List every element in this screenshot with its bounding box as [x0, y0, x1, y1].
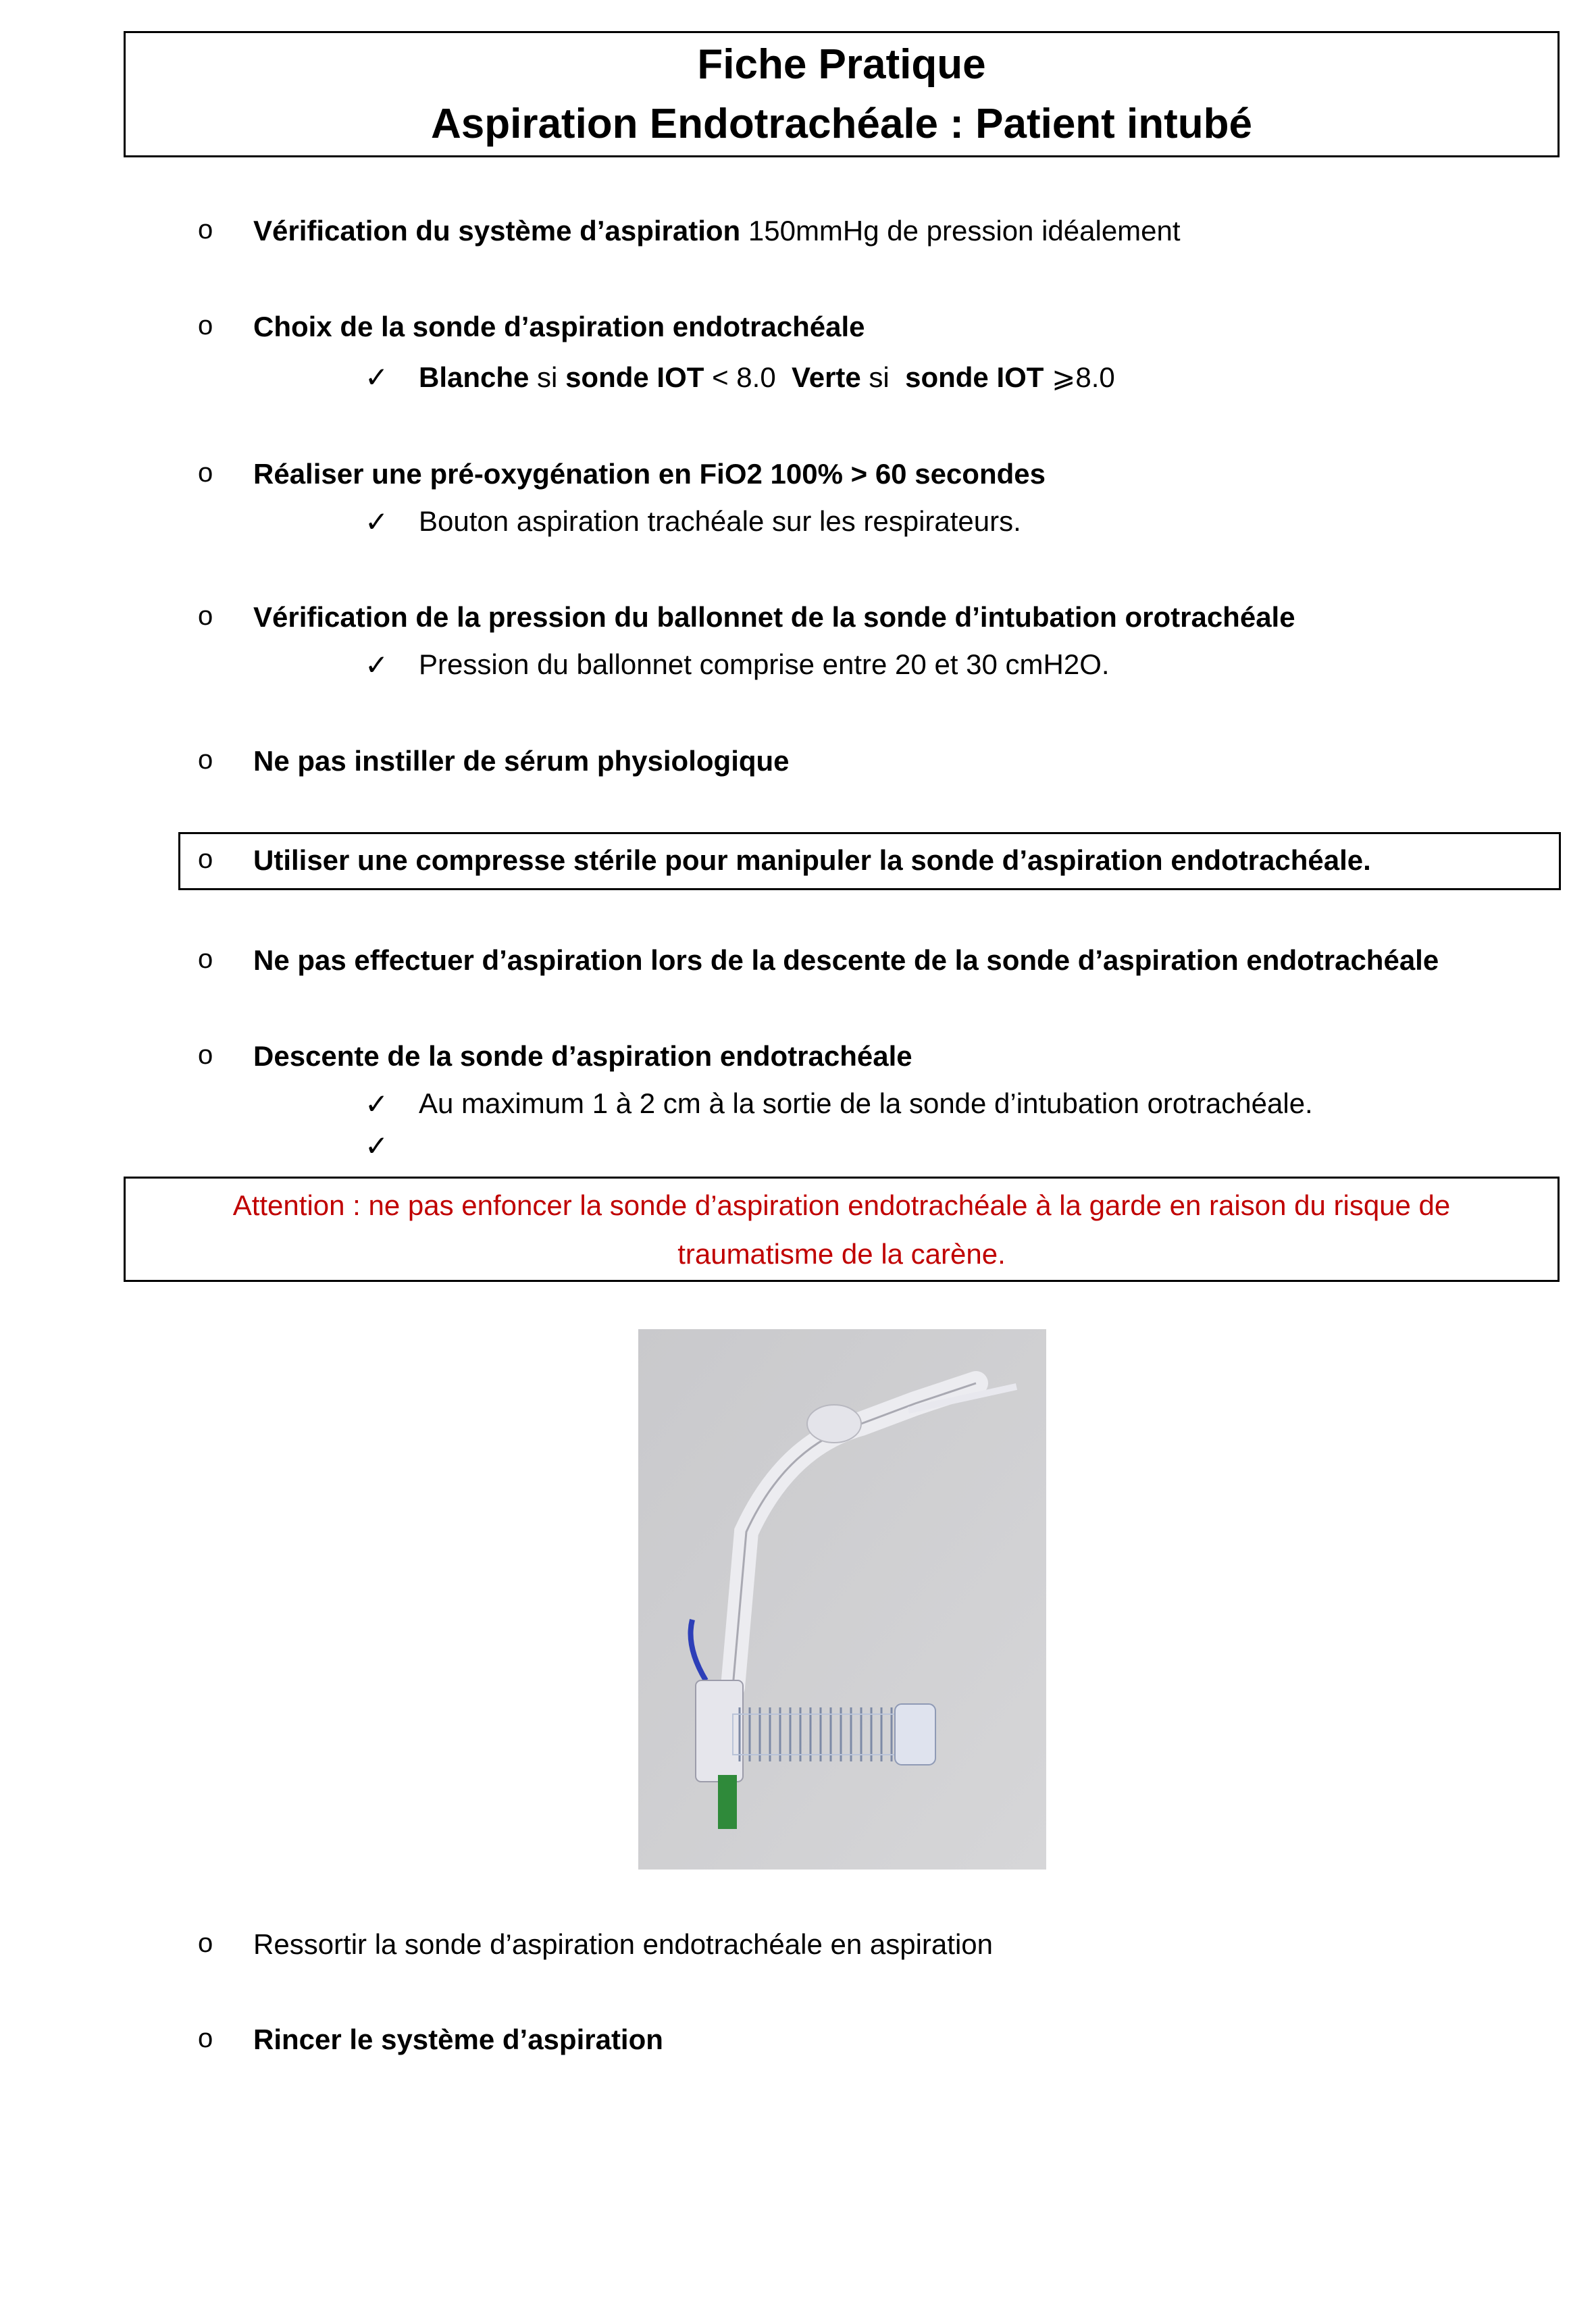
bullet: o — [198, 601, 213, 631]
bullet: o — [198, 2023, 213, 2053]
bullet: o — [198, 458, 213, 488]
bullet: o — [198, 944, 213, 974]
bullet: o — [198, 215, 213, 244]
warning-line-1: Attention : ne pas enfoncer la sonde d’aspiration endotrachéale à la garde en raison du risque de — [232, 1189, 1451, 1221]
bullet: o — [198, 311, 213, 340]
check-icon: ✓ — [365, 1130, 389, 1162]
bullet: o — [198, 1928, 213, 1958]
check-icon: ✓ — [365, 361, 389, 393]
check-icon: ✓ — [365, 649, 389, 681]
check-icon: ✓ — [365, 1088, 389, 1120]
bullet: o — [198, 1040, 213, 1070]
warning-line-2: traumatisme de la carène. — [677, 1238, 1006, 1270]
check-icon: ✓ — [365, 506, 389, 538]
bullet: o — [198, 745, 213, 775]
title-line-1: Fiche Pratique — [697, 41, 986, 88]
suction-catheter-photo — [638, 1329, 1046, 1870]
title-box — [124, 31, 1560, 157]
warning-box — [124, 1177, 1560, 1282]
suction-catheter-illustration — [638, 1329, 1046, 1870]
title-line-2: Aspiration Endotrachéale : Patient intubé — [430, 100, 1253, 147]
bullet: o — [198, 844, 213, 874]
